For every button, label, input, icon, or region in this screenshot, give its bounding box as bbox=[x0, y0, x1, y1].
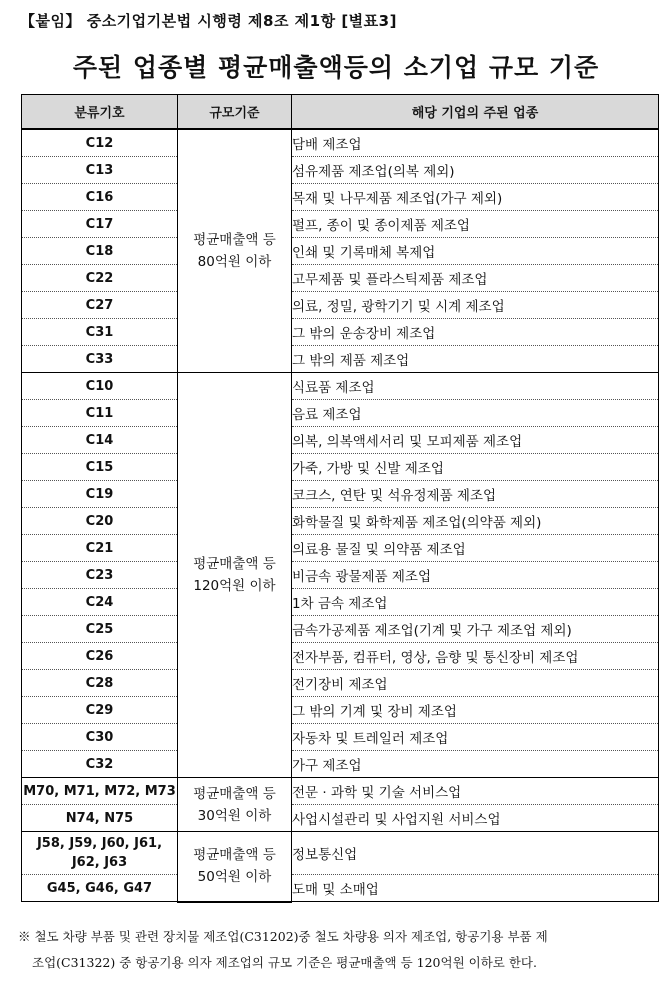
column-header-scale: 규모기준 bbox=[178, 95, 292, 130]
footnote-line-2: 조업(C31322) 중 항공기용 의자 제조업의 규모 기준은 평균매출액 등 120억원 이하로 한다. bbox=[32, 955, 537, 970]
industry-name-cell: 식료품 제조업 bbox=[292, 373, 659, 400]
table-row bbox=[22, 184, 659, 211]
scale-criterion-cell: 평균매출액 등 30억원 이하 bbox=[178, 778, 292, 832]
table-row bbox=[22, 875, 659, 902]
industry-code-cell: C28 bbox=[22, 670, 178, 697]
industry-code-cell: C13 bbox=[22, 157, 178, 184]
table-row bbox=[22, 211, 659, 238]
industry-code-cell: C14 bbox=[22, 427, 178, 454]
industry-name-cell: 의료, 정밀, 광학기기 및 시계 제조업 bbox=[292, 292, 659, 319]
table-row bbox=[22, 427, 659, 454]
industry-code-cell: C16 bbox=[22, 184, 178, 211]
column-header-code: 분류기호 bbox=[22, 95, 178, 130]
criteria-table bbox=[21, 94, 659, 903]
industry-code-cell: N74, N75 bbox=[22, 805, 178, 832]
table-row bbox=[22, 670, 659, 697]
industry-code-cell: C32 bbox=[22, 751, 178, 778]
document-title: 주된 업종별 평균매출액등의 소기업 규모 기준 bbox=[72, 53, 600, 82]
table-row bbox=[22, 697, 659, 724]
table-row bbox=[22, 751, 659, 778]
industry-code-cell: G45, G46, G47 bbox=[22, 875, 178, 902]
industry-code-cell: C26 bbox=[22, 643, 178, 670]
industry-name-cell: 그 밖의 기계 및 장비 제조업 bbox=[292, 697, 659, 724]
table-row bbox=[22, 265, 659, 292]
table-row bbox=[22, 724, 659, 751]
industry-name-cell: 코크스, 연탄 및 석유정제품 제조업 bbox=[292, 481, 659, 508]
industry-name-cell: 가죽, 가방 및 신발 제조업 bbox=[292, 454, 659, 481]
footnote bbox=[18, 924, 658, 976]
industry-code-cell: C30 bbox=[22, 724, 178, 751]
industry-name-cell: 펄프, 종이 및 종이제품 제조업 bbox=[292, 211, 659, 238]
industry-code-cell: C11 bbox=[22, 400, 178, 427]
industry-code-cell: C23 bbox=[22, 562, 178, 589]
table-row bbox=[22, 616, 659, 643]
industry-code-cell: C29 bbox=[22, 697, 178, 724]
table-row bbox=[22, 292, 659, 319]
table-row bbox=[22, 373, 659, 400]
table-header-row bbox=[22, 95, 659, 130]
industry-code-cell: C18 bbox=[22, 238, 178, 265]
footnote-line-1: ※ 철도 차량 부품 및 관련 장치물 제조업(C31202)중 철도 차량용 의자 제조업, 항공기용 부품 제 bbox=[18, 929, 548, 944]
table-row bbox=[22, 643, 659, 670]
industry-code-cell: C33 bbox=[22, 346, 178, 373]
industry-name-cell: 그 밖의 운송장비 제조업 bbox=[292, 319, 659, 346]
industry-name-cell: 고무제품 및 플라스틱제품 제조업 bbox=[292, 265, 659, 292]
industry-code-cell: C22 bbox=[22, 265, 178, 292]
industry-name-cell: 전기장비 제조업 bbox=[292, 670, 659, 697]
table-row bbox=[22, 346, 659, 373]
document-header: 【붙임】 중소기업기본법 시행령 제8조 제1항 [별표3] bbox=[20, 12, 397, 30]
table-row bbox=[22, 562, 659, 589]
industry-name-cell: 그 밖의 제품 제조업 bbox=[292, 346, 659, 373]
industry-name-cell: 정보통신업 bbox=[292, 832, 659, 875]
industry-name-cell: 자동차 및 트레일러 제조업 bbox=[292, 724, 659, 751]
table-row bbox=[22, 238, 659, 265]
table-row bbox=[22, 589, 659, 616]
industry-name-cell: 금속가공제품 제조업(기계 및 가구 제조업 제외) bbox=[292, 616, 659, 643]
industry-code-cell: C17 bbox=[22, 211, 178, 238]
table-row bbox=[22, 157, 659, 184]
industry-name-cell: 도매 및 소매업 bbox=[292, 875, 659, 902]
industry-name-cell: 비금속 광물제품 제조업 bbox=[292, 562, 659, 589]
industry-code-cell: C31 bbox=[22, 319, 178, 346]
industry-name-cell: 의료용 물질 및 의약품 제조업 bbox=[292, 535, 659, 562]
industry-name-cell: 1차 금속 제조업 bbox=[292, 589, 659, 616]
industry-code-cell: C19 bbox=[22, 481, 178, 508]
industry-name-cell: 사업시설관리 및 사업지원 서비스업 bbox=[292, 805, 659, 832]
industry-name-cell: 목재 및 나무제품 제조업(가구 제외) bbox=[292, 184, 659, 211]
industry-name-cell: 섬유제품 제조업(의복 제외) bbox=[292, 157, 659, 184]
industry-code-cell: J58, J59, J60, J61, J62, J63 bbox=[22, 832, 178, 875]
industry-code-cell: C15 bbox=[22, 454, 178, 481]
industry-name-cell: 음료 제조업 bbox=[292, 400, 659, 427]
column-header-industry: 해당 기업의 주된 업종 bbox=[292, 95, 659, 130]
table-row bbox=[22, 129, 659, 157]
table-row bbox=[22, 778, 659, 805]
industry-name-cell: 의복, 의복액세서리 및 모피제품 제조업 bbox=[292, 427, 659, 454]
industry-code-cell: C24 bbox=[22, 589, 178, 616]
industry-name-cell: 인쇄 및 기록매체 복제업 bbox=[292, 238, 659, 265]
scale-criterion-cell: 평균매출액 등 80억원 이하 bbox=[178, 129, 292, 373]
table-row bbox=[22, 319, 659, 346]
industry-code-cell: C21 bbox=[22, 535, 178, 562]
industry-name-cell: 전자부품, 컴퓨터, 영상, 음향 및 통신장비 제조업 bbox=[292, 643, 659, 670]
scale-criterion-cell: 평균매출액 등 120억원 이하 bbox=[178, 373, 292, 778]
table-row bbox=[22, 805, 659, 832]
industry-name-cell: 담배 제조업 bbox=[292, 129, 659, 157]
industry-code-cell: C25 bbox=[22, 616, 178, 643]
table-row bbox=[22, 454, 659, 481]
industry-code-cell: C27 bbox=[22, 292, 178, 319]
industry-code-cell: M70, M71, M72, M73 bbox=[22, 778, 178, 805]
table-body bbox=[22, 129, 659, 902]
table-row bbox=[22, 400, 659, 427]
table-row bbox=[22, 535, 659, 562]
table-row bbox=[22, 832, 659, 875]
scale-criterion-cell: 평균매출액 등 50억원 이하 bbox=[178, 832, 292, 902]
table-row bbox=[22, 508, 659, 535]
industry-name-cell: 화학물질 및 화학제품 제조업(의약품 제외) bbox=[292, 508, 659, 535]
industry-name-cell: 가구 제조업 bbox=[292, 751, 659, 778]
industry-code-cell: C20 bbox=[22, 508, 178, 535]
industry-name-cell: 전문 · 과학 및 기술 서비스업 bbox=[292, 778, 659, 805]
industry-code-cell: C10 bbox=[22, 373, 178, 400]
table-row bbox=[22, 481, 659, 508]
industry-code-cell: C12 bbox=[22, 129, 178, 157]
